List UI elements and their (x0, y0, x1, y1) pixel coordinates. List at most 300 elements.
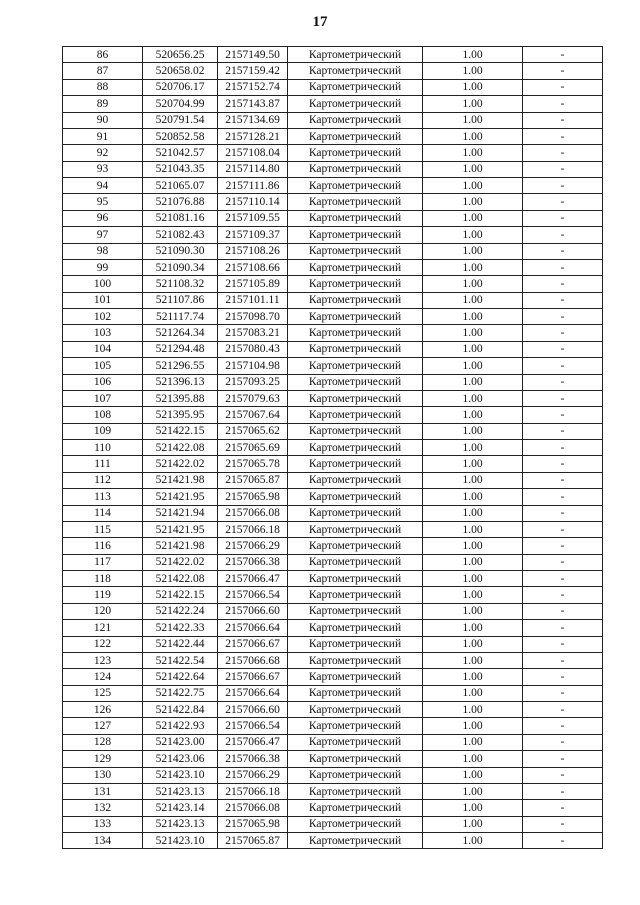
point-number-cell: 122 (63, 636, 143, 652)
accuracy-cell: 1.00 (423, 341, 523, 357)
point-number-cell: 103 (63, 325, 143, 341)
y-coordinate-cell: 2157101.11 (218, 292, 288, 308)
x-coordinate-cell: 521421.95 (143, 489, 218, 505)
description-cell: - (523, 620, 603, 636)
x-coordinate-cell: 521422.93 (143, 718, 218, 734)
y-coordinate-cell: 2157065.62 (218, 423, 288, 439)
accuracy-cell: 1.00 (423, 292, 523, 308)
y-coordinate-cell: 2157066.38 (218, 554, 288, 570)
point-number-cell: 127 (63, 718, 143, 734)
point-number-cell: 88 (63, 79, 143, 95)
method-cell: Картометрический (288, 702, 423, 718)
table-row (63, 309, 603, 325)
accuracy-cell: 1.00 (423, 816, 523, 832)
method-cell: Картометрический (288, 636, 423, 652)
method-cell: Картометрический (288, 440, 423, 456)
table-row (63, 325, 603, 341)
x-coordinate-cell: 521422.02 (143, 456, 218, 472)
description-cell: - (523, 292, 603, 308)
description-cell: - (523, 587, 603, 603)
table-row (63, 276, 603, 292)
point-number-cell: 125 (63, 685, 143, 701)
accuracy-cell: 1.00 (423, 620, 523, 636)
description-cell: - (523, 571, 603, 587)
method-cell: Картометрический (288, 259, 423, 275)
point-number-cell: 100 (63, 276, 143, 292)
y-coordinate-cell: 2157143.87 (218, 96, 288, 112)
y-coordinate-cell: 2157066.54 (218, 718, 288, 734)
method-cell: Картометрический (288, 358, 423, 374)
description-cell: - (523, 521, 603, 537)
point-number-cell: 89 (63, 96, 143, 112)
description-cell: - (523, 112, 603, 128)
description-cell: - (523, 145, 603, 161)
y-coordinate-cell: 2157079.63 (218, 390, 288, 406)
accuracy-cell: 1.00 (423, 751, 523, 767)
method-cell: Картометрический (288, 833, 423, 849)
accuracy-cell: 1.00 (423, 96, 523, 112)
point-number-cell: 114 (63, 505, 143, 521)
accuracy-cell: 1.00 (423, 276, 523, 292)
description-cell: - (523, 816, 603, 832)
x-coordinate-cell: 521421.98 (143, 472, 218, 488)
accuracy-cell: 1.00 (423, 227, 523, 243)
point-number-cell: 118 (63, 571, 143, 587)
method-cell: Картометрический (288, 603, 423, 619)
point-number-cell: 111 (63, 456, 143, 472)
point-number-cell: 124 (63, 669, 143, 685)
x-coordinate-cell: 520791.54 (143, 112, 218, 128)
method-cell: Картометрический (288, 112, 423, 128)
point-number-cell: 133 (63, 816, 143, 832)
accuracy-cell: 1.00 (423, 145, 523, 161)
table-row (63, 210, 603, 226)
point-number-cell: 110 (63, 440, 143, 456)
x-coordinate-cell: 521423.10 (143, 767, 218, 783)
accuracy-cell: 1.00 (423, 374, 523, 390)
description-cell: - (523, 489, 603, 505)
x-coordinate-cell: 521422.54 (143, 652, 218, 668)
y-coordinate-cell: 2157065.69 (218, 440, 288, 456)
x-coordinate-cell: 521422.44 (143, 636, 218, 652)
x-coordinate-cell: 521421.98 (143, 538, 218, 554)
method-cell: Картометрический (288, 800, 423, 816)
x-coordinate-cell: 520704.99 (143, 96, 218, 112)
point-number-cell: 129 (63, 751, 143, 767)
table-row (63, 702, 603, 718)
description-cell: - (523, 603, 603, 619)
table-row (63, 456, 603, 472)
y-coordinate-cell: 2157080.43 (218, 341, 288, 357)
table-row (63, 243, 603, 259)
x-coordinate-cell: 521090.30 (143, 243, 218, 259)
method-cell: Картометрический (288, 96, 423, 112)
method-cell: Картометрический (288, 243, 423, 259)
x-coordinate-cell: 520658.02 (143, 63, 218, 79)
accuracy-cell: 1.00 (423, 390, 523, 406)
y-coordinate-cell: 2157098.70 (218, 309, 288, 325)
y-coordinate-cell: 2157066.08 (218, 505, 288, 521)
description-cell: - (523, 390, 603, 406)
point-number-cell: 87 (63, 63, 143, 79)
description-cell: - (523, 718, 603, 734)
x-coordinate-cell: 521396.13 (143, 374, 218, 390)
description-cell: - (523, 259, 603, 275)
accuracy-cell: 1.00 (423, 243, 523, 259)
description-cell: - (523, 734, 603, 750)
accuracy-cell: 1.00 (423, 63, 523, 79)
y-coordinate-cell: 2157159.42 (218, 63, 288, 79)
table-row (63, 652, 603, 668)
accuracy-cell: 1.00 (423, 128, 523, 144)
point-number-cell: 121 (63, 620, 143, 636)
description-cell: - (523, 79, 603, 95)
method-cell: Картометрический (288, 767, 423, 783)
method-cell: Картометрический (288, 571, 423, 587)
point-number-cell: 86 (63, 47, 143, 63)
description-cell: - (523, 423, 603, 439)
y-coordinate-cell: 2157109.55 (218, 210, 288, 226)
y-coordinate-cell: 2157108.26 (218, 243, 288, 259)
method-cell: Картометрический (288, 309, 423, 325)
description-cell: - (523, 276, 603, 292)
accuracy-cell: 1.00 (423, 800, 523, 816)
description-cell: - (523, 636, 603, 652)
point-number-cell: 96 (63, 210, 143, 226)
x-coordinate-cell: 521422.15 (143, 587, 218, 603)
accuracy-cell: 1.00 (423, 472, 523, 488)
description-cell: - (523, 833, 603, 849)
table-row (63, 472, 603, 488)
accuracy-cell: 1.00 (423, 456, 523, 472)
coordinates-table-body (63, 47, 603, 849)
accuracy-cell: 1.00 (423, 652, 523, 668)
table-row (63, 259, 603, 275)
accuracy-cell: 1.00 (423, 833, 523, 849)
description-cell: - (523, 374, 603, 390)
y-coordinate-cell: 2157105.89 (218, 276, 288, 292)
x-coordinate-cell: 521294.48 (143, 341, 218, 357)
method-cell: Картометрический (288, 685, 423, 701)
point-number-cell: 109 (63, 423, 143, 439)
description-cell: - (523, 751, 603, 767)
x-coordinate-cell: 521422.64 (143, 669, 218, 685)
description-cell: - (523, 309, 603, 325)
description-cell: - (523, 47, 603, 63)
coordinates-table (62, 46, 603, 849)
x-coordinate-cell: 521422.24 (143, 603, 218, 619)
y-coordinate-cell: 2157066.47 (218, 571, 288, 587)
description-cell: - (523, 767, 603, 783)
x-coordinate-cell: 521264.34 (143, 325, 218, 341)
x-coordinate-cell: 520852.58 (143, 128, 218, 144)
y-coordinate-cell: 2157066.64 (218, 620, 288, 636)
accuracy-cell: 1.00 (423, 554, 523, 570)
y-coordinate-cell: 2157066.38 (218, 751, 288, 767)
method-cell: Картометрический (288, 456, 423, 472)
accuracy-cell: 1.00 (423, 734, 523, 750)
method-cell: Картометрический (288, 734, 423, 750)
method-cell: Картометрический (288, 178, 423, 194)
method-cell: Картометрический (288, 751, 423, 767)
accuracy-cell: 1.00 (423, 587, 523, 603)
table-row (63, 767, 603, 783)
x-coordinate-cell: 521422.33 (143, 620, 218, 636)
description-cell: - (523, 63, 603, 79)
x-coordinate-cell: 521423.10 (143, 833, 218, 849)
method-cell: Картометрический (288, 276, 423, 292)
x-coordinate-cell: 521422.08 (143, 440, 218, 456)
x-coordinate-cell: 521090.34 (143, 259, 218, 275)
accuracy-cell: 1.00 (423, 194, 523, 210)
method-cell: Картометрический (288, 521, 423, 537)
x-coordinate-cell: 521043.35 (143, 161, 218, 177)
x-coordinate-cell: 521423.13 (143, 783, 218, 799)
description-cell: - (523, 538, 603, 554)
x-coordinate-cell: 521422.84 (143, 702, 218, 718)
table-row (63, 800, 603, 816)
description-cell: - (523, 96, 603, 112)
description-cell: - (523, 505, 603, 521)
accuracy-cell: 1.00 (423, 325, 523, 341)
x-coordinate-cell: 521042.57 (143, 145, 218, 161)
table-row (63, 718, 603, 734)
x-coordinate-cell: 521423.00 (143, 734, 218, 750)
x-coordinate-cell: 521395.88 (143, 390, 218, 406)
table-row (63, 341, 603, 357)
table-row (63, 669, 603, 685)
y-coordinate-cell: 2157093.25 (218, 374, 288, 390)
point-number-cell: 113 (63, 489, 143, 505)
x-coordinate-cell: 520656.25 (143, 47, 218, 63)
y-coordinate-cell: 2157066.60 (218, 603, 288, 619)
description-cell: - (523, 440, 603, 456)
table-row (63, 161, 603, 177)
description-cell: - (523, 358, 603, 374)
x-coordinate-cell: 521296.55 (143, 358, 218, 374)
point-number-cell: 126 (63, 702, 143, 718)
description-cell: - (523, 178, 603, 194)
accuracy-cell: 1.00 (423, 358, 523, 374)
method-cell: Картометрический (288, 587, 423, 603)
point-number-cell: 131 (63, 783, 143, 799)
method-cell: Картометрический (288, 423, 423, 439)
y-coordinate-cell: 2157066.29 (218, 767, 288, 783)
accuracy-cell: 1.00 (423, 767, 523, 783)
y-coordinate-cell: 2157067.64 (218, 407, 288, 423)
y-coordinate-cell: 2157066.18 (218, 783, 288, 799)
y-coordinate-cell: 2157065.98 (218, 489, 288, 505)
method-cell: Картометрический (288, 407, 423, 423)
point-number-cell: 90 (63, 112, 143, 128)
table-row (63, 423, 603, 439)
point-number-cell: 95 (63, 194, 143, 210)
method-cell: Картометрический (288, 620, 423, 636)
accuracy-cell: 1.00 (423, 440, 523, 456)
table-row (63, 440, 603, 456)
method-cell: Картометрический (288, 63, 423, 79)
table-row (63, 734, 603, 750)
method-cell: Картометрический (288, 79, 423, 95)
description-cell: - (523, 652, 603, 668)
method-cell: Картометрический (288, 145, 423, 161)
description-cell: - (523, 227, 603, 243)
y-coordinate-cell: 2157066.68 (218, 652, 288, 668)
point-number-cell: 123 (63, 652, 143, 668)
y-coordinate-cell: 2157152.74 (218, 79, 288, 95)
accuracy-cell: 1.00 (423, 161, 523, 177)
table-row (63, 603, 603, 619)
y-coordinate-cell: 2157128.21 (218, 128, 288, 144)
x-coordinate-cell: 521422.02 (143, 554, 218, 570)
method-cell: Картометрический (288, 194, 423, 210)
method-cell: Картометрический (288, 718, 423, 734)
table-row (63, 816, 603, 832)
table-row (63, 407, 603, 423)
point-number-cell: 117 (63, 554, 143, 570)
accuracy-cell: 1.00 (423, 178, 523, 194)
table-row (63, 505, 603, 521)
accuracy-cell: 1.00 (423, 571, 523, 587)
point-number-cell: 93 (63, 161, 143, 177)
x-coordinate-cell: 521422.08 (143, 571, 218, 587)
table-row (63, 390, 603, 406)
x-coordinate-cell: 521423.06 (143, 751, 218, 767)
table-row (63, 358, 603, 374)
point-number-cell: 119 (63, 587, 143, 603)
point-number-cell: 120 (63, 603, 143, 619)
method-cell: Картометрический (288, 128, 423, 144)
y-coordinate-cell: 2157066.60 (218, 702, 288, 718)
accuracy-cell: 1.00 (423, 423, 523, 439)
description-cell: - (523, 800, 603, 816)
accuracy-cell: 1.00 (423, 538, 523, 554)
x-coordinate-cell: 521082.43 (143, 227, 218, 243)
description-cell: - (523, 243, 603, 259)
method-cell: Картометрический (288, 669, 423, 685)
method-cell: Картометрический (288, 390, 423, 406)
x-coordinate-cell: 521423.14 (143, 800, 218, 816)
table-row (63, 47, 603, 63)
method-cell: Картометрический (288, 292, 423, 308)
point-number-cell: 99 (63, 259, 143, 275)
table-row (63, 587, 603, 603)
table-row (63, 489, 603, 505)
point-number-cell: 115 (63, 521, 143, 537)
x-coordinate-cell: 521422.15 (143, 423, 218, 439)
y-coordinate-cell: 2157134.69 (218, 112, 288, 128)
point-number-cell: 128 (63, 734, 143, 750)
accuracy-cell: 1.00 (423, 636, 523, 652)
table-row (63, 128, 603, 144)
accuracy-cell: 1.00 (423, 505, 523, 521)
point-number-cell: 101 (63, 292, 143, 308)
x-coordinate-cell: 521107.86 (143, 292, 218, 308)
point-number-cell: 106 (63, 374, 143, 390)
table-row (63, 620, 603, 636)
point-number-cell: 134 (63, 833, 143, 849)
point-number-cell: 132 (63, 800, 143, 816)
y-coordinate-cell: 2157066.29 (218, 538, 288, 554)
method-cell: Картометрический (288, 341, 423, 357)
point-number-cell: 97 (63, 227, 143, 243)
x-coordinate-cell: 521117.74 (143, 309, 218, 325)
method-cell: Картометрический (288, 472, 423, 488)
table-row (63, 554, 603, 570)
description-cell: - (523, 669, 603, 685)
point-number-cell: 104 (63, 341, 143, 357)
point-number-cell: 102 (63, 309, 143, 325)
x-coordinate-cell: 521395.95 (143, 407, 218, 423)
y-coordinate-cell: 2157066.08 (218, 800, 288, 816)
method-cell: Картометрический (288, 374, 423, 390)
table-row (63, 751, 603, 767)
accuracy-cell: 1.00 (423, 783, 523, 799)
table-row (63, 685, 603, 701)
table-row (63, 374, 603, 390)
accuracy-cell: 1.00 (423, 521, 523, 537)
y-coordinate-cell: 2157108.66 (218, 259, 288, 275)
y-coordinate-cell: 2157066.47 (218, 734, 288, 750)
page-number: 17 (312, 14, 328, 30)
accuracy-cell: 1.00 (423, 210, 523, 226)
table-row (63, 292, 603, 308)
point-number-cell: 105 (63, 358, 143, 374)
table-row (63, 538, 603, 554)
y-coordinate-cell: 2157065.87 (218, 833, 288, 849)
description-cell: - (523, 341, 603, 357)
point-number-cell: 91 (63, 128, 143, 144)
point-number-cell: 92 (63, 145, 143, 161)
y-coordinate-cell: 2157104.98 (218, 358, 288, 374)
x-coordinate-cell: 521076.88 (143, 194, 218, 210)
point-number-cell: 130 (63, 767, 143, 783)
y-coordinate-cell: 2157110.14 (218, 194, 288, 210)
x-coordinate-cell: 521423.13 (143, 816, 218, 832)
table-row (63, 194, 603, 210)
accuracy-cell: 1.00 (423, 407, 523, 423)
accuracy-cell: 1.00 (423, 112, 523, 128)
accuracy-cell: 1.00 (423, 669, 523, 685)
point-number-cell: 116 (63, 538, 143, 554)
table-row (63, 145, 603, 161)
accuracy-cell: 1.00 (423, 702, 523, 718)
method-cell: Картометрический (288, 227, 423, 243)
method-cell: Картометрический (288, 161, 423, 177)
point-number-cell: 98 (63, 243, 143, 259)
table-row (63, 63, 603, 79)
description-cell: - (523, 407, 603, 423)
description-cell: - (523, 685, 603, 701)
description-cell: - (523, 128, 603, 144)
table-row (63, 636, 603, 652)
table-row (63, 833, 603, 849)
y-coordinate-cell: 2157109.37 (218, 227, 288, 243)
x-coordinate-cell: 521421.95 (143, 521, 218, 537)
method-cell: Картометрический (288, 210, 423, 226)
accuracy-cell: 1.00 (423, 309, 523, 325)
method-cell: Картометрический (288, 325, 423, 341)
y-coordinate-cell: 2157066.67 (218, 636, 288, 652)
table-row (63, 178, 603, 194)
y-coordinate-cell: 2157066.54 (218, 587, 288, 603)
x-coordinate-cell: 521108.32 (143, 276, 218, 292)
point-number-cell: 94 (63, 178, 143, 194)
x-coordinate-cell: 521065.07 (143, 178, 218, 194)
description-cell: - (523, 783, 603, 799)
point-number-cell: 108 (63, 407, 143, 423)
y-coordinate-cell: 2157066.67 (218, 669, 288, 685)
